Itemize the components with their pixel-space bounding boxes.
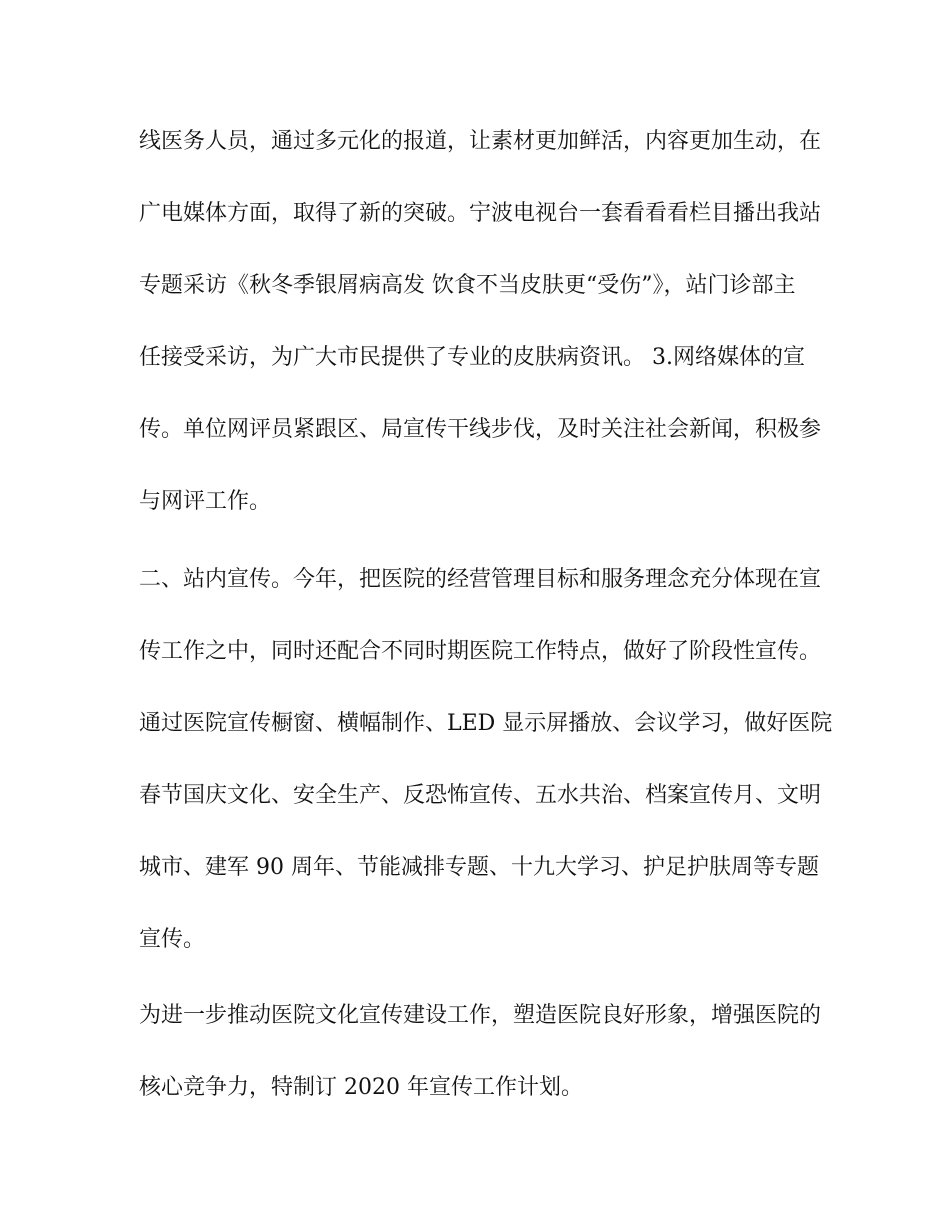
text-line-1: 线医务人员，通过多元化的报道，让素材更加鲜活，内容更加生动，在 bbox=[139, 129, 822, 154]
text-line-3: 专题采访《秋冬季银屑病高发 饮食不当皮肤更“受伤”》，站门诊部主 bbox=[139, 273, 796, 298]
text-line-11: 城市、建军 90 周年、节能减排专题、十九大学习、护足护肤周等专题 bbox=[139, 855, 819, 880]
text-line-10: 春节国庆文化、安全生产、反恐怖宣传、五水共治、档案宣传月、文明 bbox=[139, 783, 822, 808]
text-line-2: 广电媒体方面，取得了新的突破。宁波电视台一套看看看栏目播出我站 bbox=[139, 201, 822, 226]
text-line-7: 二、站内宣传。今年，把医院的经营管理目标和服务理念充分体现在宣 bbox=[139, 567, 822, 592]
text-line-5: 传。单位网评员紧跟区、局宣传干线步伐，及时关注社会新闻，积极参 bbox=[139, 417, 822, 442]
text-line-4: 任接受采访，为广大市民提供了专业的皮肤病资讯。 3.网络媒体的宣 bbox=[139, 345, 805, 370]
text-line-14: 核心竞争力，特制订 2020 年宣传工作计划。 bbox=[139, 1075, 583, 1100]
text-line-12: 宣传。 bbox=[139, 927, 206, 952]
text-line-6: 与网评工作。 bbox=[139, 489, 272, 514]
text-line-13: 为进一步推动医院文化宣传建设工作，塑造医院良好形象，增强医院的 bbox=[139, 1003, 822, 1028]
text-line-9: 通过医院宣传橱窗、横幅制作、LED 显示屏播放、会议学习，做好医院 bbox=[139, 711, 833, 736]
text-line-8: 传工作之中，同时还配合不同时期医院工作特点，做好了阶段性宣传。 bbox=[139, 639, 822, 664]
